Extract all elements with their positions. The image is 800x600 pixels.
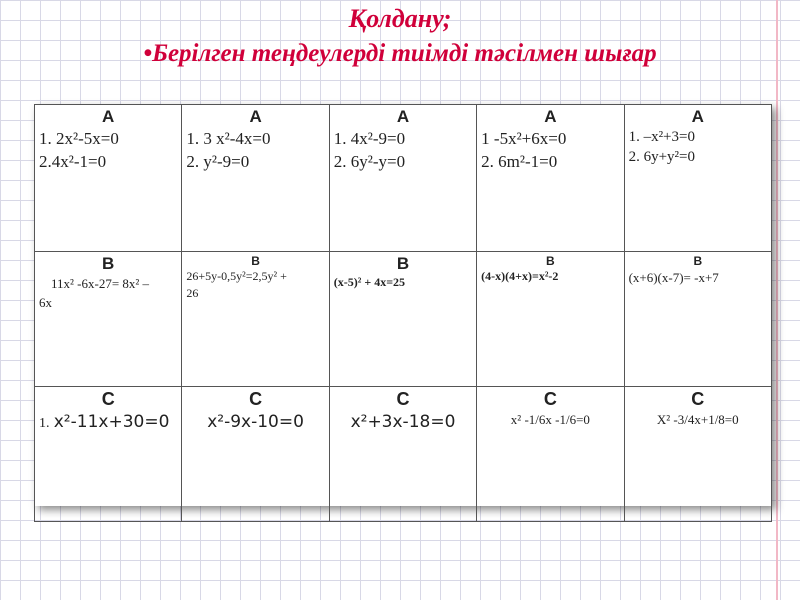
- cell-a1: [35, 105, 182, 252]
- table-row-b: [35, 252, 772, 387]
- cell-a4: [477, 105, 624, 252]
- level-label: A: [396, 107, 410, 126]
- level-label: B: [102, 254, 115, 273]
- level-label: A: [249, 107, 262, 126]
- cell-b4: [477, 252, 624, 387]
- equation: 2. 6y+y²=0: [628, 149, 695, 165]
- equation: x²-11x+30=0: [53, 412, 170, 432]
- equation: 2. 6y²-y=0: [333, 152, 406, 171]
- table-row-a: [35, 105, 772, 252]
- cell-a2: [182, 105, 329, 252]
- equation: 26+5y-0,5y²=2,5y² +: [186, 269, 287, 283]
- table-row-c: [35, 387, 772, 522]
- level-label: C: [101, 389, 115, 409]
- cell-b2: [182, 252, 329, 387]
- equation: (x+6)(x-7)= -x+7: [628, 270, 719, 285]
- equation: (4-x)(4+x)=x²-2: [481, 269, 559, 283]
- equation: 2. 6m²-1=0: [481, 152, 558, 171]
- equation: 2.4x²-1=0: [39, 152, 107, 171]
- cell-a3: [329, 105, 476, 252]
- cell-c2: [182, 387, 329, 522]
- notebook-margin-line: [776, 0, 778, 600]
- page-subtitle: •Берілген теңдеулерді тиімді тәсілмен шығар: [143, 40, 657, 67]
- level-label: C: [691, 389, 705, 409]
- equation: 6x: [39, 295, 52, 310]
- equation: x²-9x-10=0: [207, 412, 304, 432]
- level-label: B: [693, 254, 703, 268]
- item-number: 1.: [39, 416, 50, 431]
- equation: 11x² -6x-27= 8x² –: [51, 276, 150, 291]
- level-label: B: [251, 254, 260, 268]
- level-label: C: [396, 389, 410, 409]
- cell-b5: [624, 252, 771, 387]
- equation: (x-5)² + 4x=25: [333, 275, 406, 289]
- cell-c4: [477, 387, 624, 522]
- equation: 2. y²-9=0: [186, 152, 250, 171]
- level-label: A: [102, 107, 115, 126]
- equation: 26: [186, 286, 199, 300]
- equation: x²+3x-18=0: [350, 412, 456, 432]
- equation: 1. 4x²-9=0: [333, 129, 406, 148]
- equation: 1. 2x²-5x=0: [39, 129, 119, 148]
- level-label: A: [691, 107, 704, 126]
- equation: 1. –x²+3=0: [628, 129, 695, 145]
- page-title: Қолдану;: [348, 4, 452, 33]
- cell-a5: [624, 105, 771, 252]
- cell-c5: [624, 387, 771, 522]
- level-label: A: [544, 107, 557, 126]
- level-label: C: [249, 389, 263, 409]
- exercise-table: [34, 104, 772, 522]
- exercise-sheet: [34, 104, 772, 506]
- equation: x² -1/6x -1/6=0: [510, 412, 590, 427]
- level-label: B: [546, 254, 555, 268]
- level-label: B: [396, 254, 410, 273]
- level-label: C: [543, 389, 557, 409]
- equation: 1 -5x²+6x=0: [481, 129, 567, 148]
- cell-b1: [35, 252, 182, 387]
- equation: X² -3/4x+1/8=0: [656, 412, 739, 427]
- cell-b3: [329, 252, 476, 387]
- equation: 1. 3 x²-4x=0: [186, 129, 271, 148]
- cell-c3: [329, 387, 476, 522]
- cell-c1: [35, 387, 182, 522]
